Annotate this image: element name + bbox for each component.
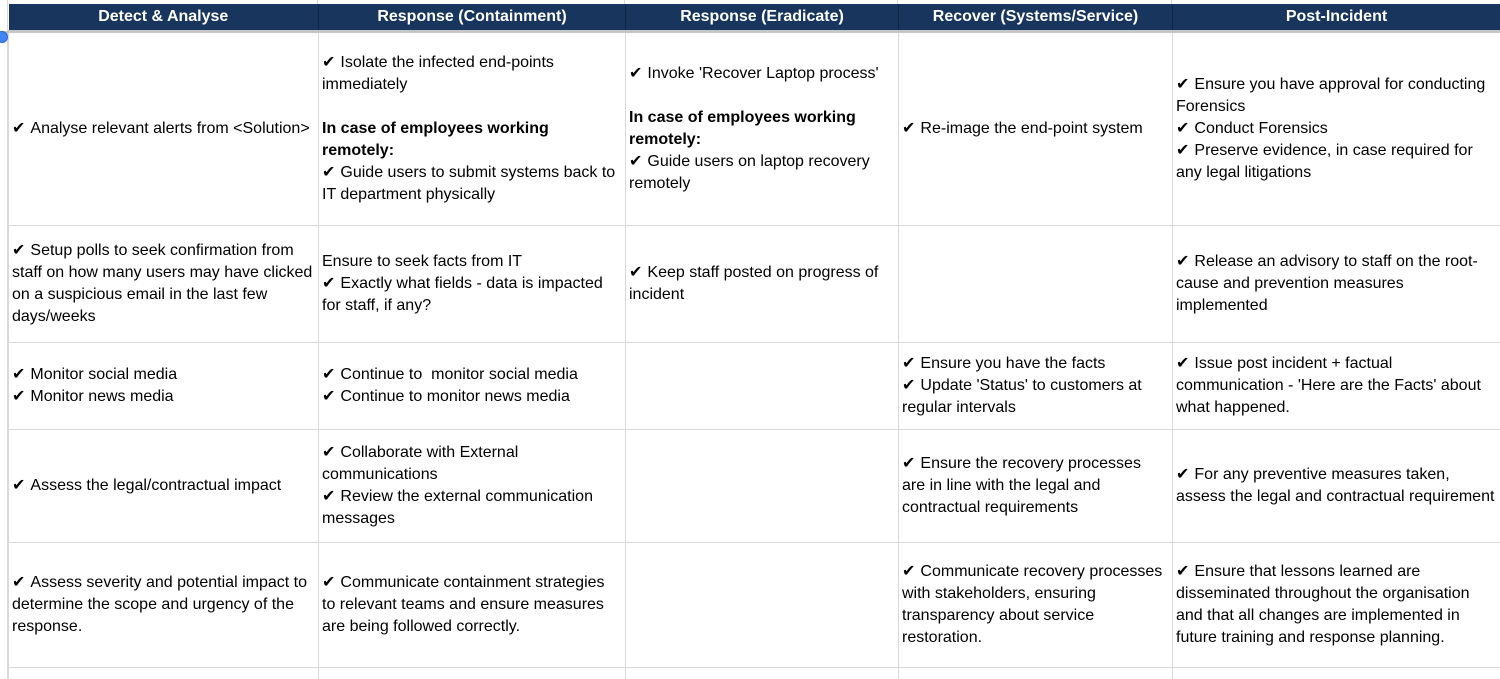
blank-line (322, 96, 620, 118)
cell-r2-c4[interactable] (899, 225, 1173, 342)
cell-r5-c5[interactable] (1173, 542, 1500, 667)
check-icon: ✔ (12, 573, 26, 591)
cell-r4-c5[interactable] (1173, 429, 1500, 542)
cell-r4-c4[interactable] (899, 429, 1173, 542)
table-row-2 (9, 225, 1500, 342)
check-icon: ✔ (1176, 75, 1190, 93)
check-icon: ✔ (322, 365, 336, 383)
cell-line: ✔ Communicate containment strategies to relevant teams and ensure measures are being followed correctly. (322, 573, 609, 635)
check-icon: ✔ (12, 387, 26, 405)
cell-r2-c2[interactable] (319, 225, 626, 342)
cell-line: ✔ Ensure that lessons learned are disseminated throughout the organisation and that all changes are implemented in future training and response planning. (1176, 562, 1474, 646)
check-icon: ✔ (1176, 465, 1190, 483)
cell-r5-c4[interactable] (899, 542, 1173, 667)
cell-r6-c3[interactable] (626, 667, 899, 679)
check-icon: ✔ (1176, 562, 1190, 580)
cell-line: ✔ Monitor social media (12, 365, 178, 383)
cell-r4-c1[interactable] (9, 429, 319, 542)
cell-r5-c3[interactable] (626, 542, 899, 667)
check-icon: ✔ (1176, 252, 1190, 270)
cell-r3-c2[interactable] (319, 342, 626, 429)
cell-line: ✔ Guide users on laptop recovery remotely (629, 152, 875, 192)
table-row-1 (9, 31, 1500, 225)
check-icon: ✔ (12, 119, 26, 137)
cell-r5-c2[interactable] (319, 542, 626, 667)
cell-r2-c3[interactable] (626, 225, 899, 342)
cell-r6-c2[interactable] (319, 667, 626, 679)
cell-r1-c2[interactable] (319, 31, 626, 225)
cell-line: ✔ Continue to monitor news media (322, 387, 570, 405)
cell-line: ✔ Preserve evidence, in case required for any legal litigations (1176, 141, 1478, 181)
check-icon: ✔ (1176, 119, 1190, 137)
cell-r6-c5[interactable] (1173, 667, 1500, 679)
check-icon: ✔ (902, 562, 916, 580)
check-icon: ✔ (902, 454, 916, 472)
cell-line: ✔ Conduct Forensics (1176, 119, 1328, 137)
cell-line: ✔ Guide users to submit systems back to IT department physically (322, 163, 620, 203)
cell-line: ✔ Update 'Status' to customers at regular intervals (902, 376, 1147, 416)
cell-line: ✔ Assess severity and potential impact to determine the scope and urgency of the response. (12, 573, 312, 635)
check-icon: ✔ (629, 64, 643, 82)
check-icon: ✔ (322, 487, 336, 505)
cell-line: ✔ Collaborate with External communications (322, 443, 523, 483)
blank-line (629, 85, 893, 107)
cell-line: ✔ Keep staff posted on progress of incident (629, 263, 883, 303)
check-icon: ✔ (629, 152, 643, 170)
cell-line: In case of employees working remotely: (322, 119, 554, 159)
cell-line: ✔ Issue post incident + factual communication - 'Here are the Facts' about what happened. (1176, 354, 1486, 416)
cell-r5-c1[interactable] (9, 542, 319, 667)
cell-line: ✔ Ensure the recovery processes are in line with the legal and contractual requirements (902, 454, 1146, 516)
header-row (9, 4, 1500, 31)
cell-line: ✔ Analyse relevant alerts from <Solution> (12, 119, 310, 137)
cell-line: ✔ Exactly what fields - data is impacted for staff, if any? (322, 274, 608, 314)
cell-line: ✔ Monitor news media (12, 387, 174, 405)
check-icon: ✔ (629, 263, 643, 281)
cell-line: Ensure to seek facts from IT (322, 252, 523, 270)
check-icon: ✔ (322, 443, 336, 461)
cell-r2-c5[interactable] (1173, 225, 1500, 342)
cell-line: ✔ Assess the legal/contractual impact (12, 476, 282, 494)
cell-r3-c4[interactable] (899, 342, 1173, 429)
cell-line: ✔ Invoke 'Recover Laptop process' (629, 64, 879, 82)
cell-r4-c2[interactable] (319, 429, 626, 542)
check-icon: ✔ (12, 476, 26, 494)
cell-r4-c3[interactable] (626, 429, 899, 542)
table-row-3 (9, 342, 1500, 429)
cell-r1-c5[interactable] (1173, 31, 1500, 225)
cell-r6-c1[interactable] (9, 667, 319, 679)
cell-r1-c1[interactable] (9, 31, 319, 225)
column-header-response-containment[interactable]: Response (Containment) (319, 4, 626, 31)
check-icon: ✔ (322, 573, 336, 591)
cell-line: ✔ Isolate the infected end-points immediately (322, 53, 559, 93)
cell-r6-c4[interactable] (899, 667, 1173, 679)
table-row-5 (9, 542, 1500, 667)
cell-r3-c5[interactable] (1173, 342, 1500, 429)
check-icon: ✔ (322, 274, 336, 292)
cell-line: ✔ Setup polls to seek confirmation from staff on how many users may have clicked on a suspicious email in the last few days/weeks (12, 241, 317, 325)
sheet-area (8, 4, 1500, 679)
cell-line: ✔ Communicate recovery processes with stakeholders, ensuring transparency about service restoration. (902, 562, 1167, 646)
cell-r1-c4[interactable] (899, 31, 1173, 225)
column-header-detect-analyse[interactable]: Detect & Analyse (9, 4, 319, 31)
table-row-4 (9, 429, 1500, 542)
check-icon: ✔ (322, 53, 336, 71)
column-header-response-eradicate[interactable]: Response (Eradicate) (626, 4, 899, 31)
cell-r3-c3[interactable] (626, 342, 899, 429)
check-icon: ✔ (322, 387, 336, 405)
cell-r1-c3[interactable] (626, 31, 899, 225)
cell-r2-c1[interactable] (9, 225, 319, 342)
cell-r3-c1[interactable] (9, 342, 319, 429)
check-icon: ✔ (12, 241, 26, 259)
cell-line: In case of employees working remotely: (629, 108, 861, 148)
column-header-post-incident[interactable]: Post-Incident (1173, 4, 1500, 31)
cell-line: ✔ Re-image the end-point system (902, 119, 1143, 137)
cell-line: ✔ Ensure you have approval for conducting Forensics (1176, 75, 1490, 115)
incident-response-table (8, 4, 1500, 679)
check-icon: ✔ (902, 119, 916, 137)
check-icon: ✔ (902, 354, 916, 372)
check-icon: ✔ (12, 365, 26, 383)
column-header-recover-systems-service[interactable]: Recover (Systems/Service) (899, 4, 1173, 31)
left-column-sliver (0, 4, 8, 679)
table-row-6 (9, 667, 1500, 679)
cell-line: ✔ Release an advisory to staff on the root-cause and prevention measures implemented (1176, 252, 1478, 314)
cell-line: ✔ Review the external communication messages (322, 487, 598, 527)
check-icon: ✔ (1176, 141, 1190, 159)
check-icon: ✔ (322, 163, 336, 181)
check-icon: ✔ (902, 376, 916, 394)
cell-line: ✔ For any preventive measures taken, assess the legal and contractual requirement (1176, 465, 1495, 505)
cell-line: ✔ Continue to monitor social media (322, 365, 578, 383)
cell-line: ✔ Ensure you have the facts (902, 354, 1106, 372)
check-icon: ✔ (1176, 354, 1190, 372)
